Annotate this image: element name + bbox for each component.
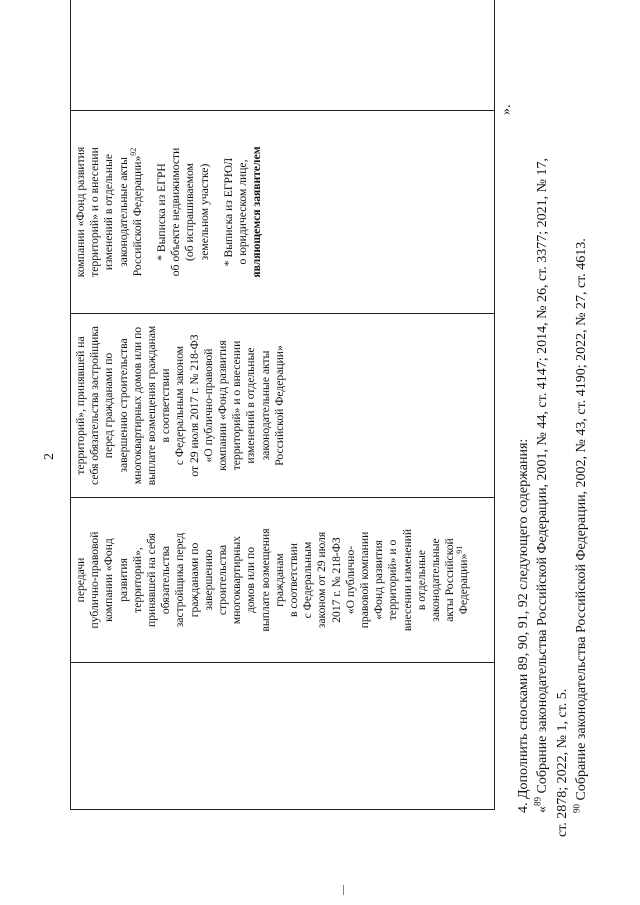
- table-row: [71, 0, 495, 810]
- egrul-text: [236, 115, 250, 309]
- col2-line: с Федеральным: [301, 541, 315, 619]
- egrul-label: * Выписка из ЕГРЮЛ: [221, 157, 235, 267]
- col2-line: многоквартирных: [230, 535, 244, 625]
- col3-line: завершению строительства: [116, 338, 130, 473]
- egrn-line: (об испрашиваемом: [183, 163, 197, 261]
- col4-text: [74, 115, 131, 309]
- col2-text: [74, 502, 457, 658]
- col3-line: изменений в отдельные: [244, 347, 258, 464]
- table-cell-col4: [71, 111, 495, 314]
- col2-line: законом от 29 июля: [315, 531, 329, 629]
- col3-line: выплате возмещения гражданам: [145, 325, 159, 486]
- egrul-bold-line: являющемся заявителем: [250, 146, 264, 278]
- col3-line: законодательные акты: [258, 350, 272, 461]
- col3-line: себя обязательства застройщика: [88, 326, 102, 485]
- col2-line: передачи: [74, 557, 87, 603]
- egrn-line: земельном участке): [197, 163, 211, 261]
- egrn-text: [169, 115, 212, 309]
- col2-line: внесении изменений: [400, 528, 414, 632]
- col3-line: в соответствии: [159, 368, 173, 443]
- page-number: 2: [42, 453, 57, 460]
- footnote-ref-92: 92: [128, 147, 138, 156]
- col2-line: «Фонд развития: [372, 540, 386, 620]
- document-table: [70, 0, 495, 810]
- col4-line: изменений в отдельные: [102, 153, 116, 271]
- col2-line: территорий» и о: [386, 539, 400, 621]
- col2-line: компании «Фонд: [102, 538, 116, 622]
- footnote-89-continuation: ст. 2878; 2022, № 1, ст. 5.: [555, 688, 570, 837]
- footnote-90-text: Собрание законодательства Российской Федерации, 2002, № 43, ст. 4190; 2022, № 27, ст. 4613.: [574, 238, 589, 804]
- col2-line: территорий»,: [130, 547, 144, 613]
- col2-line: 2017 г. № 218-ФЗ: [329, 537, 343, 623]
- col3-line: перед гражданами по: [102, 352, 116, 459]
- col3-line: территорий», принявшей на: [74, 336, 87, 475]
- table-cell-empty-right: [71, 0, 495, 111]
- col3-text: [74, 318, 287, 493]
- col2-line: гражданами по: [187, 542, 201, 618]
- col4-last-text: Российской Федерации»: [130, 155, 144, 277]
- footnote-intro: 4. Дополнить сносками 89, 90, 91, 92 следующего содержания:: [516, 438, 531, 813]
- col2-line: строительства: [216, 544, 230, 616]
- egrul-line: о юридическом лице,: [236, 159, 250, 265]
- col3-line: «О публично-правовой: [201, 348, 215, 463]
- egrn-label: * Выписка из ЕГРН: [155, 163, 169, 261]
- col2-line: правовой компании: [358, 531, 372, 629]
- col2-line: законодательные: [429, 538, 443, 622]
- col2-line: застройщика перед: [173, 532, 187, 628]
- footnote-90: [573, 238, 590, 813]
- footnote-90-number: 90: [571, 804, 582, 813]
- footnote-89-text: Собрание законодательства Российской Федерации, 2001, № 44, ст. 4147; 2014, № 26, ст. 3377; 2021, № 17,: [535, 158, 550, 797]
- col2-line: в отдельные: [414, 549, 428, 611]
- footnote-ref-91: 91: [455, 545, 465, 554]
- col3-line: от 29 июля 2017 г. № 218-ФЗ: [187, 334, 201, 477]
- col3-line: с Федеральным законом: [173, 345, 187, 466]
- col4-line: законодательные акты: [116, 157, 130, 267]
- col2-line: публично-правовой: [88, 531, 102, 629]
- col2-line: «О публично-: [343, 545, 357, 615]
- col2-line: развития: [116, 558, 130, 602]
- closing-quote: ».: [499, 104, 514, 115]
- col2-line: принявшей на себя: [145, 532, 159, 628]
- footnote-89-number: 89: [532, 797, 543, 806]
- col4-last-line: [128, 115, 145, 309]
- col4-line: территорий» и о внесении: [88, 147, 102, 277]
- col2-line: домов или по: [244, 546, 258, 614]
- col4-line: компании «Фонд развития: [74, 146, 87, 278]
- col3-line: многоквартирных домов или по: [130, 326, 144, 485]
- col2-line: гражданам: [272, 553, 286, 607]
- col2-last-text: Федерации»: [457, 553, 471, 615]
- col2-line: обязательства: [159, 545, 173, 615]
- col3-line: территорий» и о внесении: [230, 340, 244, 471]
- table-cell-col3: [71, 314, 495, 498]
- col2-line: в соответствии: [287, 543, 301, 617]
- egrn-line: об объекте недвижимости: [169, 147, 183, 277]
- open-quote: «: [535, 806, 550, 813]
- margin-mark: —: [338, 885, 349, 895]
- col3-line: Российской Федерации»: [272, 345, 286, 466]
- col2-line: акты Российской: [443, 538, 457, 622]
- col2-line: выплате возмещения: [258, 528, 272, 632]
- col3-line: компании «Фонд развития: [216, 340, 230, 471]
- col2-last-line: [457, 502, 471, 658]
- col2-line: завершению: [201, 549, 215, 611]
- table-cell-col2: [71, 498, 495, 663]
- table-cell-empty: [71, 663, 495, 810]
- footnote-89: [534, 158, 551, 813]
